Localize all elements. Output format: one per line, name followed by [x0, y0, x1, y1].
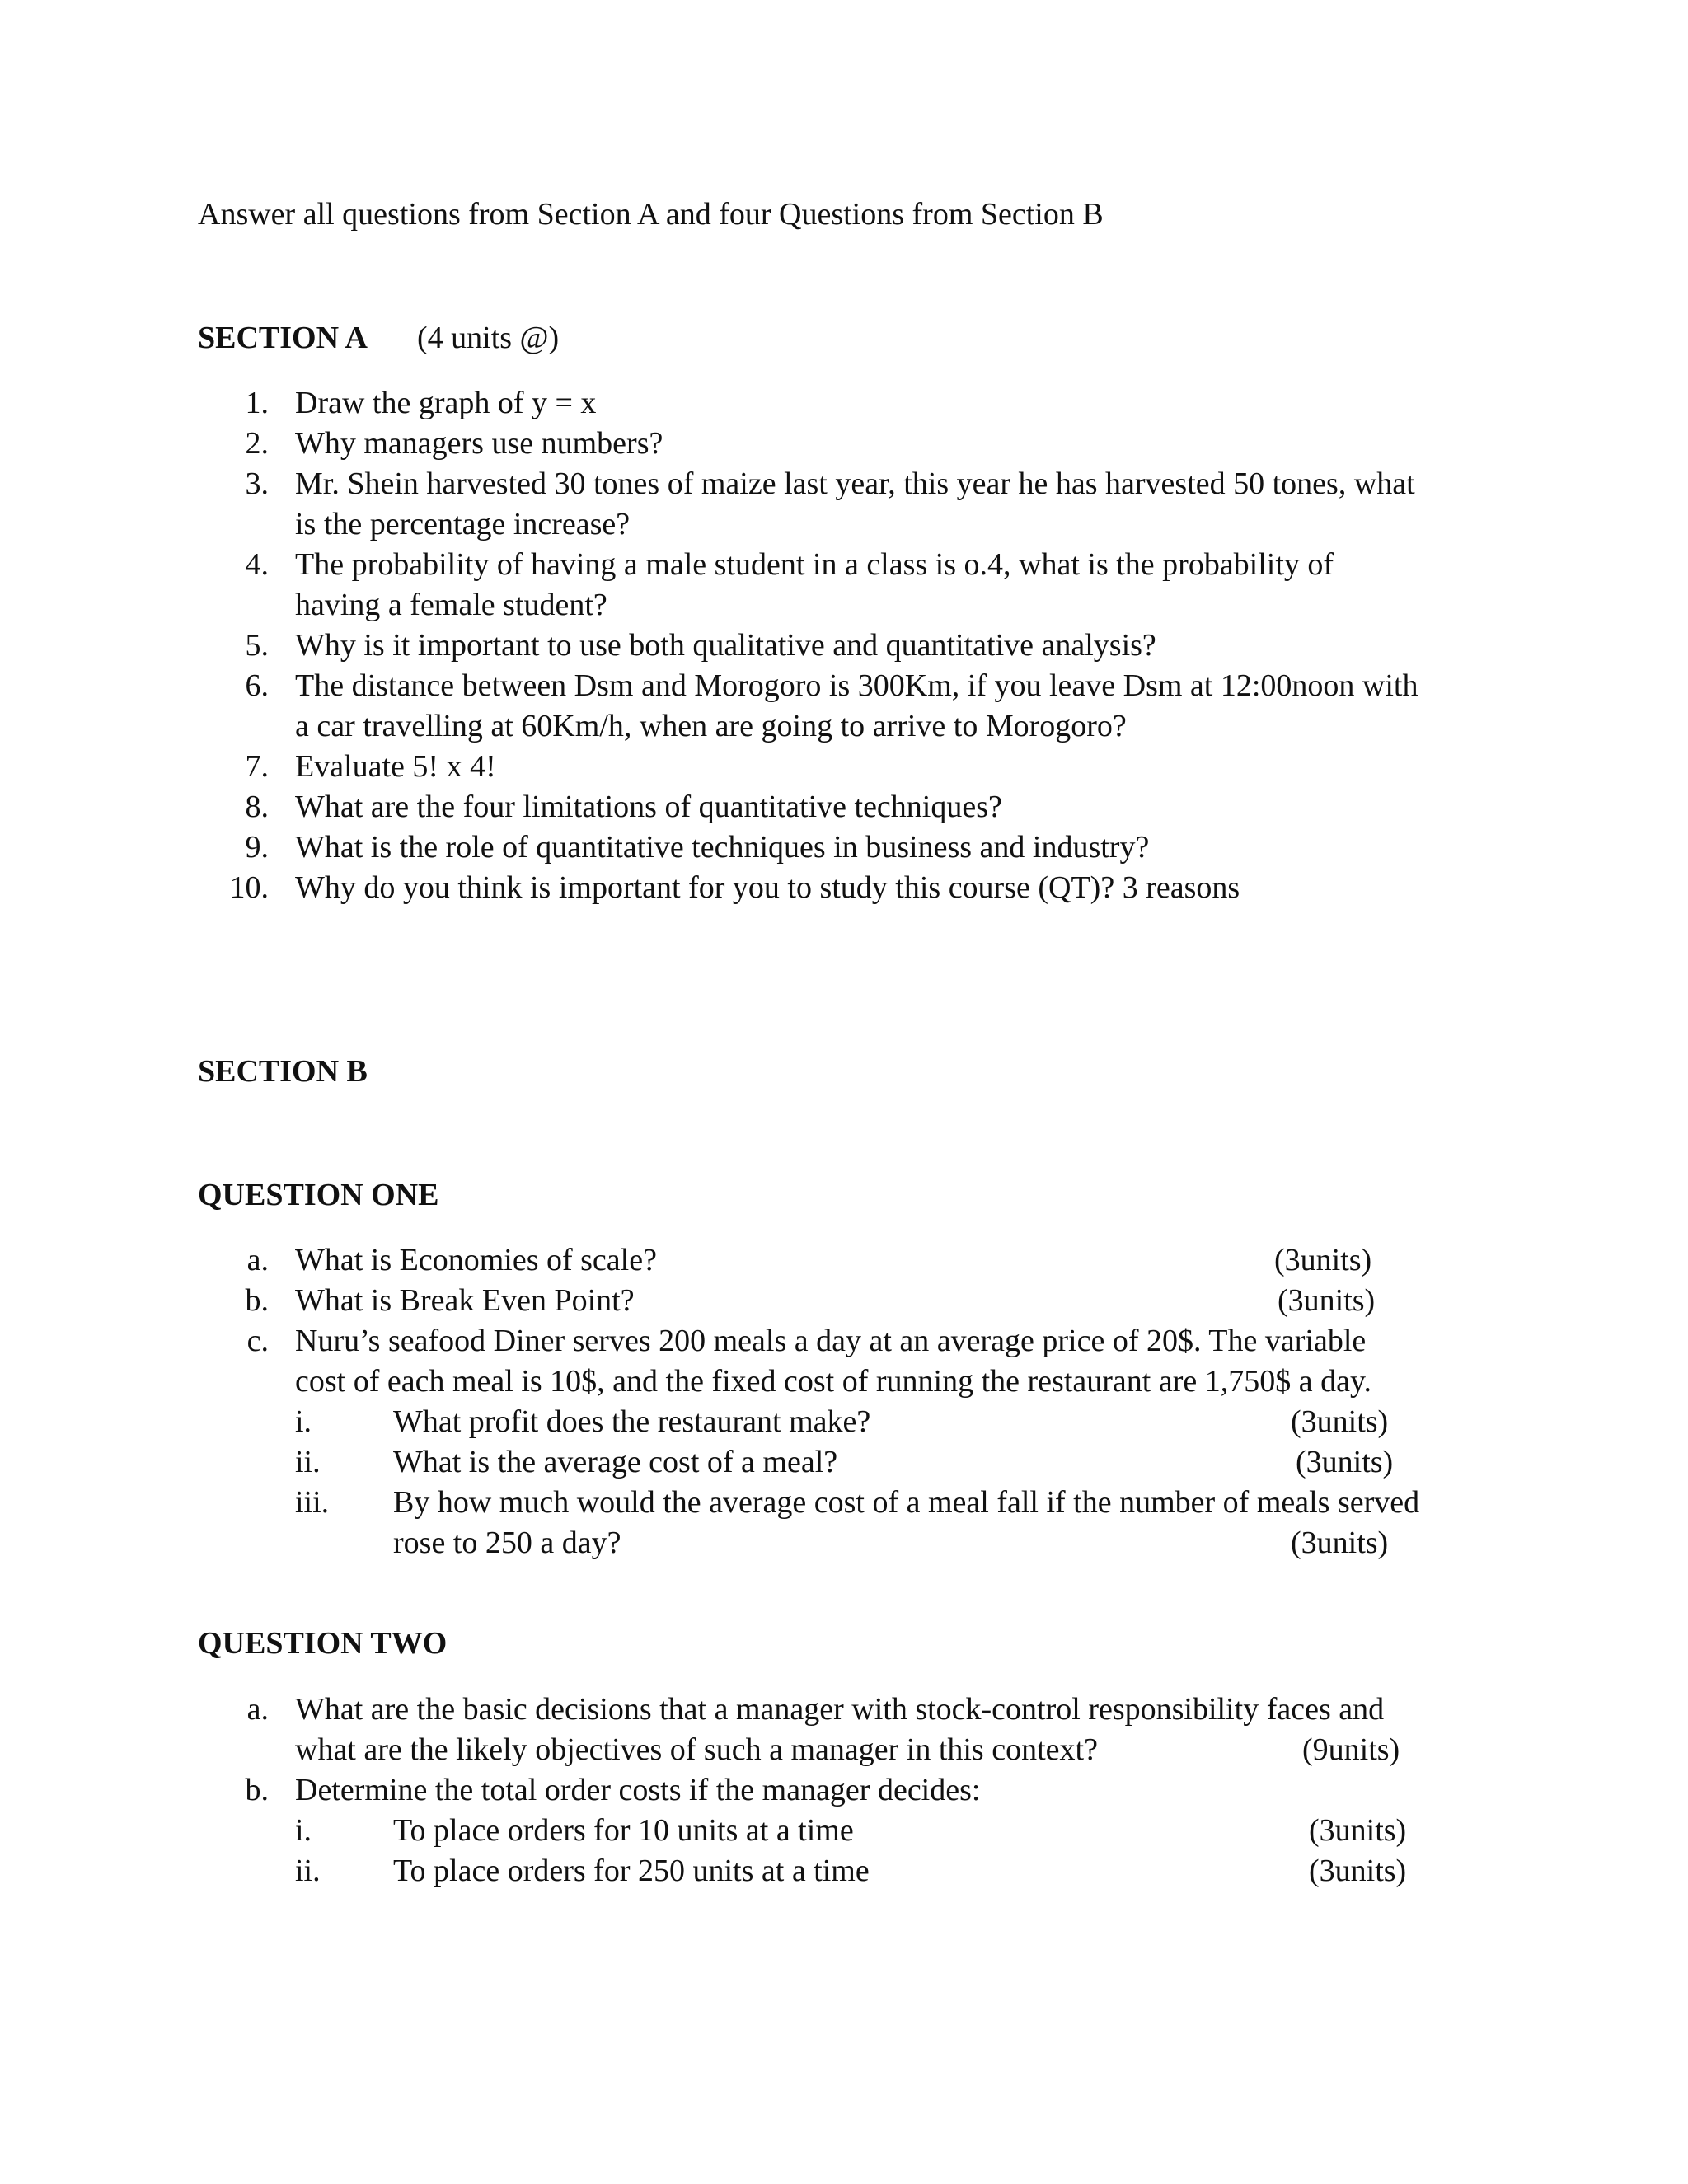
q2-a-text: what are the likely objectives of such a manager in this context?	[295, 1732, 1098, 1767]
question-number: 10.	[229, 870, 269, 905]
q2-b-ii-text: To place orders for 250 units at a time	[393, 1854, 870, 1888]
q1-c-text: cost of each meal is 10$, and the fixed cost of running the restaurant are 1,750$ a day.	[295, 1364, 1372, 1399]
q1-c-label: c.	[246, 1324, 269, 1358]
q1-a-marks: (3units)	[1274, 1243, 1372, 1277]
question-number: 4.	[245, 547, 269, 582]
q1-c-text: Nuru’s seafood Diner serves 200 meals a day at an average price of 20$. The variable	[295, 1324, 1367, 1358]
q1-c-iii-text: By how much would the average cost of a meal fall if the number of meals served	[393, 1485, 1420, 1520]
q1-c-ii-marks: (3units)	[1296, 1445, 1394, 1479]
question-text: a car travelling at 60Km/h, when are going to arrive to Morogoro?	[295, 709, 1127, 743]
q2-a-text: What are the basic decisions that a manager with stock-control responsibility faces and	[295, 1692, 1385, 1727]
q1-a-text: What is Economies of scale?	[295, 1243, 657, 1277]
question-number: 7.	[245, 749, 269, 784]
q2-a-marks: (9units)	[1302, 1732, 1400, 1767]
q1-b-label: b.	[245, 1283, 269, 1318]
q2-a-label: a.	[246, 1692, 269, 1727]
question-number: 3.	[245, 466, 269, 501]
question-text: What is the role of quantitative techniques in business and industry?	[295, 830, 1150, 865]
q1-a-label: a.	[246, 1243, 269, 1277]
question-number: 8.	[245, 790, 269, 824]
question-text: Why do you think is important for you to study this course (QT)? 3 reasons	[295, 870, 1240, 905]
question-text: Why is it important to use both qualitative and quantitative analysis?	[295, 628, 1156, 663]
q2-b-label: b.	[245, 1773, 269, 1807]
question-two-title: QUESTION TWO	[198, 1626, 448, 1661]
question-number: 9.	[245, 830, 269, 865]
question-number: 5.	[245, 628, 269, 663]
q2-b-i-text: To place orders for 10 units at a time	[393, 1813, 854, 1848]
question-number: 2.	[245, 426, 269, 461]
q1-c-iii-marks: (3units)	[1291, 1526, 1389, 1560]
q1-c-i-label: i.	[295, 1404, 312, 1439]
q1-c-ii-label: ii.	[295, 1445, 321, 1479]
question-text: Why managers use numbers?	[295, 426, 663, 461]
q1-c-i-text: What profit does the restaurant make?	[393, 1404, 871, 1439]
question-text: Mr. Shein harvested 30 tones of maize last year, this year he has harvested 50 tones, what	[295, 466, 1415, 501]
q1-b-marks: (3units)	[1278, 1283, 1376, 1318]
question-number: 6.	[245, 668, 269, 703]
question-text: The probability of having a male student in a class is o.4, what is the probability of	[295, 547, 1334, 582]
section-a-marks-note: (4 units @)	[417, 321, 560, 355]
question-one-title: QUESTION ONE	[198, 1178, 439, 1212]
question-text: What are the four limitations of quantitative techniques?	[295, 790, 1002, 824]
question-text: having a female student?	[295, 588, 607, 622]
q2-b-ii-marks: (3units)	[1309, 1854, 1407, 1888]
question-text: is the percentage increase?	[295, 507, 631, 541]
question-text: Draw the graph of y = x	[295, 386, 597, 420]
q1-c-iii-text: rose to 250 a day?	[393, 1526, 621, 1560]
section-a-title: SECTION A	[198, 321, 368, 355]
q2-b-i-label: i.	[295, 1813, 312, 1848]
q2-b-text: Determine the total order costs if the manager decides:	[295, 1773, 981, 1807]
question-number: 1.	[245, 386, 269, 420]
question-text: The distance between Dsm and Morogoro is 300Km, if you leave Dsm at 12:00noon with	[295, 668, 1418, 703]
q2-b-i-marks: (3units)	[1309, 1813, 1407, 1848]
instructions: Answer all questions from Section A and four Questions from Section B	[198, 197, 1104, 232]
section-b-title: SECTION B	[198, 1054, 368, 1089]
q1-c-iii-label: iii.	[295, 1485, 330, 1520]
q1-b-text: What is Break Even Point?	[295, 1283, 635, 1318]
q2-b-ii-label: ii.	[295, 1854, 321, 1888]
q1-c-ii-text: What is the average cost of a meal?	[393, 1445, 838, 1479]
question-text: Evaluate 5! x 4!	[295, 749, 496, 784]
q1-c-i-marks: (3units)	[1291, 1404, 1389, 1439]
